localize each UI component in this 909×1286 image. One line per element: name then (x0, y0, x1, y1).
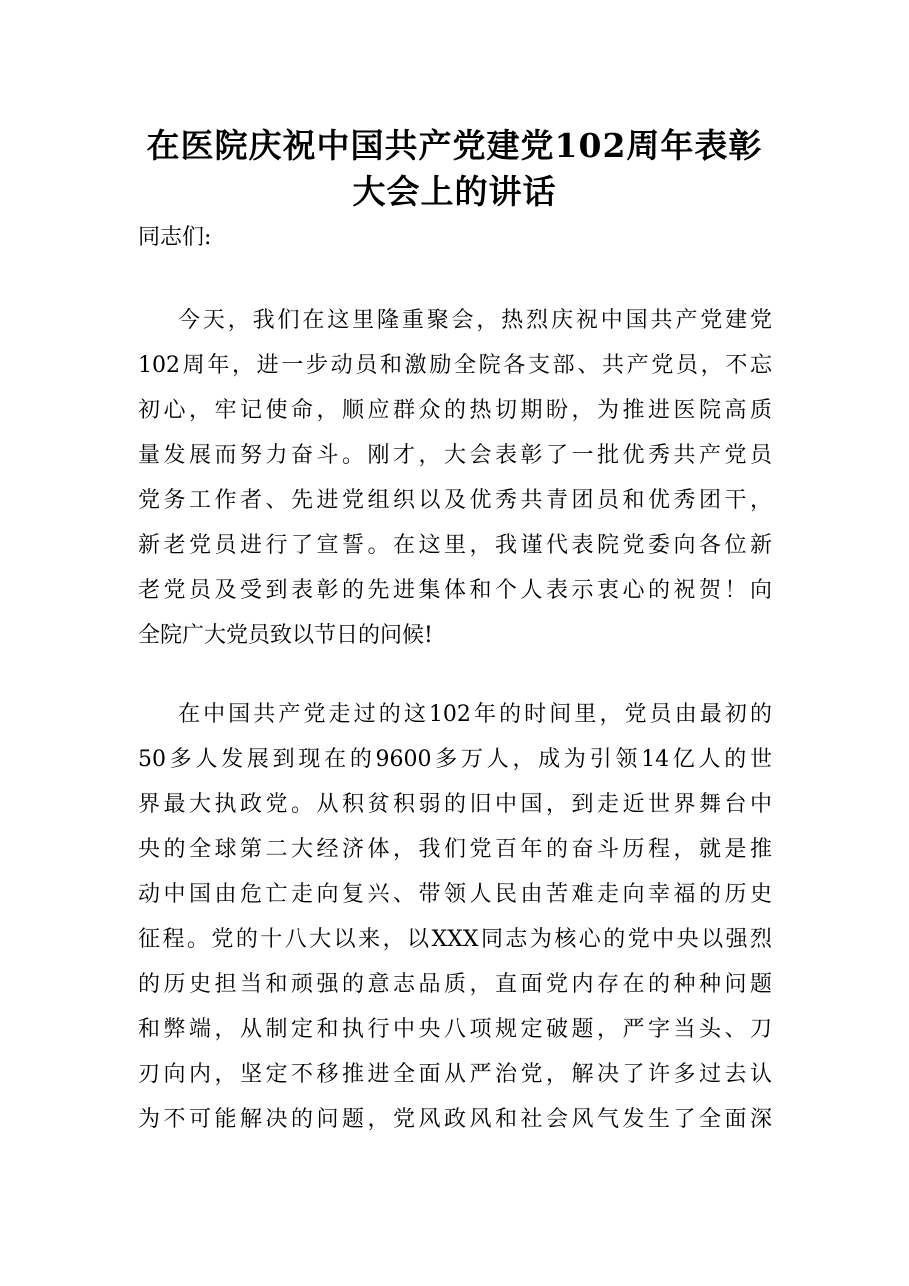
document-title-line-1: 在医院庆祝中国共产党建党102周年表彰 (146, 126, 763, 165)
paragraph-1-line: 量发展而努力奋斗。刚才，大会表彰了一批优秀共产党员 (138, 443, 772, 468)
paragraph-1-line: 党务工作者、先进党组织以及优秀共青团员和优秀团干， (138, 488, 772, 513)
document-title-line-2: 大会上的讲话 (352, 172, 557, 211)
paragraph-1-line: 全院广大党员致以节日的问候! (138, 623, 433, 648)
paragraph-1-line: 新老党员进行了宣誓。在这里，我谨代表院党委向各位新 (138, 533, 772, 558)
paragraph-2-line: 的历史担当和顽强的意志品质，直面党内存在的种种问题 (138, 972, 772, 997)
paragraph-2-line: 央的全球第二大经济体，我们党百年的奋斗历程，就是推 (138, 837, 772, 862)
paragraph-2-line: 动中国由危亡走向复兴、带领人民由苦难走向幸福的历史 (138, 882, 772, 907)
paragraph-1-line: 老党员及受到表彰的先进集体和个人表示衷心的祝贺！向 (138, 578, 772, 603)
paragraph-2-line: 刃向内，坚定不移推进全面从严治党，解决了许多过去认 (138, 1062, 772, 1087)
paragraph-2-line: 为不可能解决的问题，党风政风和社会风气发生了全面深 (138, 1107, 772, 1132)
paragraph-1-line: 初心，牢记使命，顺应群众的热切期盼，为推进医院高质 (138, 398, 772, 423)
paragraph-1-line: 今天，我们在这里隆重聚会，热烈庆祝中国共产党建党 (178, 308, 772, 333)
paragraph-2-line: 50多人发展到现在的9600多万人，成为引领14亿人的世 (138, 747, 772, 772)
paragraph-2-line: 界最大执政党。从积贫积弱的旧中国，到走近世界舞台中 (138, 792, 772, 817)
paragraph-2-line: 和弊端，从制定和执行中央八项规定破题，严字当头、刀 (138, 1017, 772, 1042)
paragraph-2-line: 在中国共产党走过的这102年的时间里，党员由最初的 (178, 702, 772, 727)
paragraph-1-line: 102周年，进一步动员和激励全院各支部、共产党员，不忘 (138, 353, 772, 378)
paragraph-2-line: 征程。党的十八大以来，以XXX同志为核心的党中央以强烈 (138, 927, 772, 952)
salutation: 同志们: (138, 225, 212, 250)
